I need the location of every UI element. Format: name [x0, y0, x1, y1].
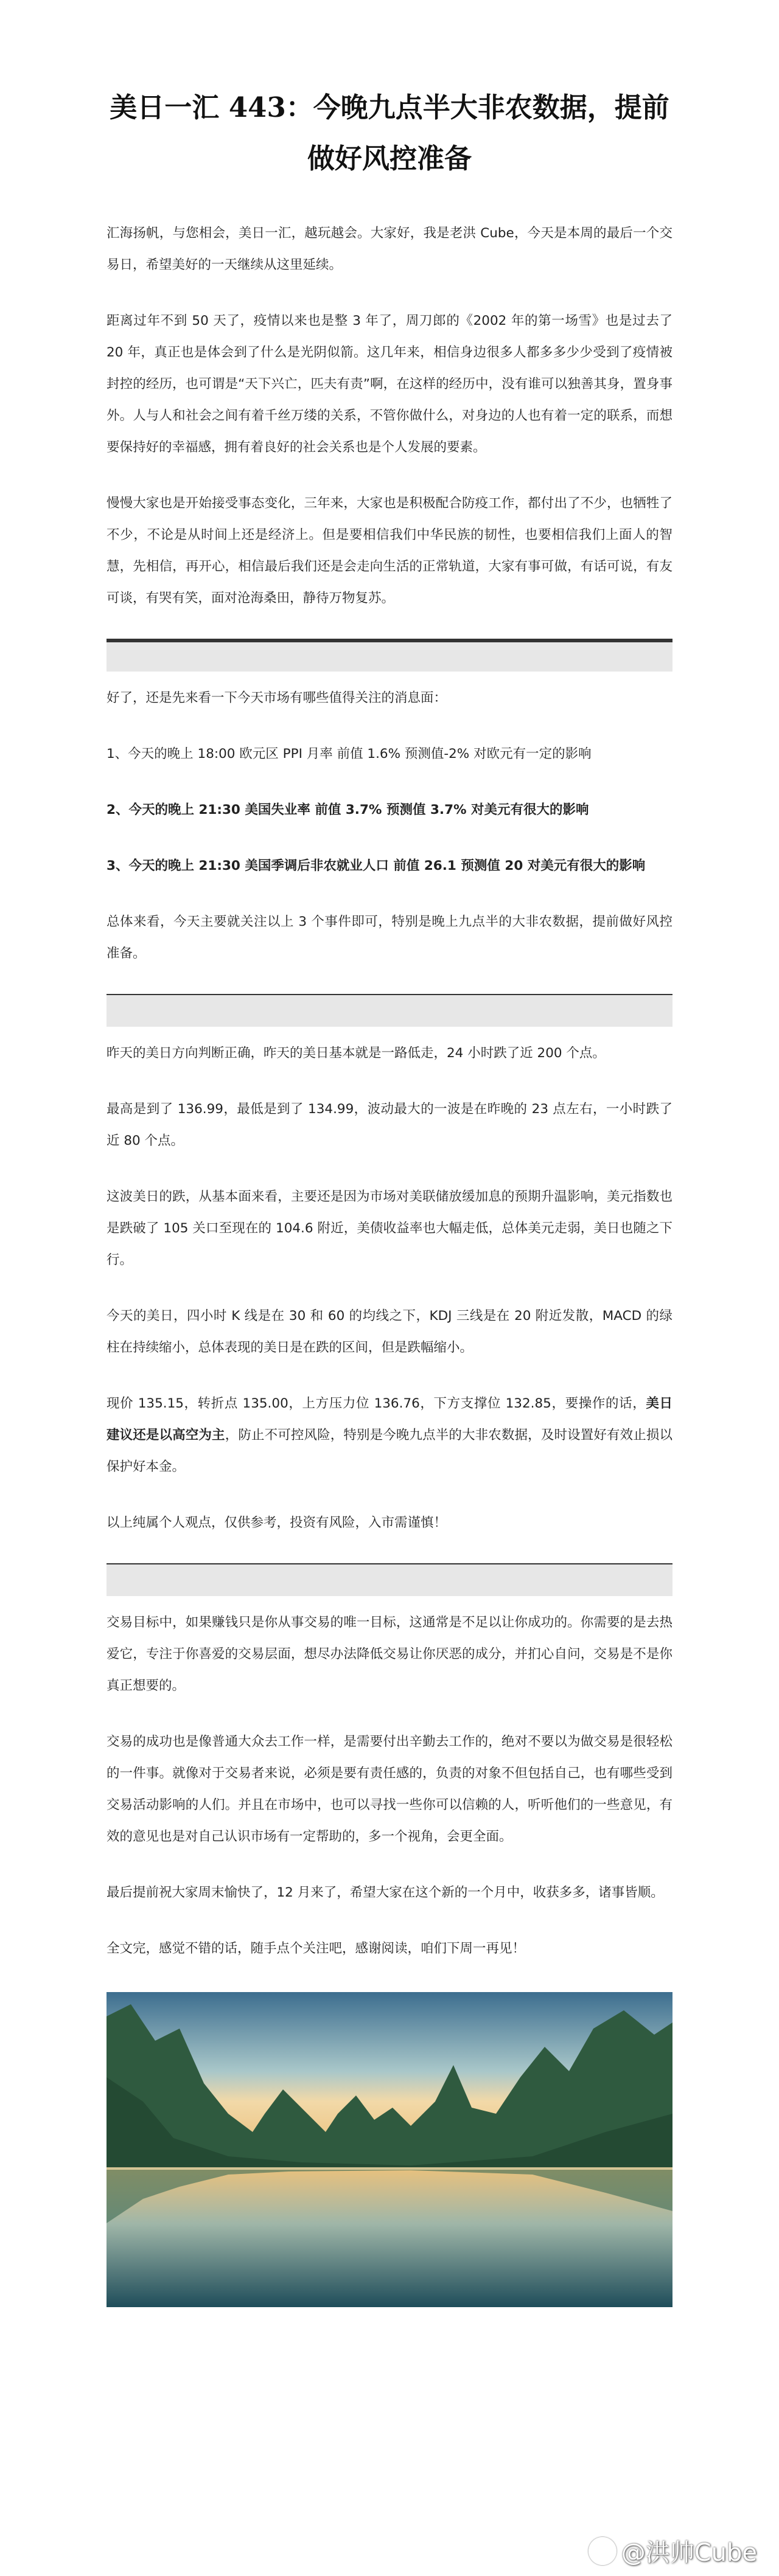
watermark	[589, 2533, 757, 2568]
weibo-logo-icon	[589, 2537, 617, 2565]
news-item-1: 1、今天的晚上 18:00 欧元区 PPI 月率 前值 1.6% 预测值-2% 对欧元有一定的影响	[107, 746, 592, 762]
watermark-text: @洪帅Cube	[621, 2539, 757, 2567]
paragraph-reason: 这波美日的跌，从基本面来看，主要还是因为市场对美联储放缓加息的预期升温影响，美元指数也是跌破了 105 关口至现在的 104.6 附近，美债收益率也大幅走低，总体美元走弱，美日也随之下行。	[107, 1189, 672, 1268]
paragraph-resilience: 慢慢大家也是开始接受事态变化，三年来，大家也是积极配合防疫工作，都付出了不少，也牺牲了不少，不论是从时间上还是经济上。但是要相信我们中华民族的韧性，也要相信我们上面人的智慧，先相信，再开心，相信最后我们还是会走向生活的正常轨道，大家有事可做，有话可说，有友可谈，有哭有笑，面对沧海桑田，静待万物复苏。	[107, 496, 672, 606]
paragraph-technical: 今天的美日，四小时 K 线是在 30 和 60 的均线之下，KDJ 三线是在 20 附近发散，MACD 的绿柱在持续缩小，总体表现的美日是在跌的区间，但是跌幅缩小。	[107, 1308, 672, 1355]
paragraph-trading-effort: 交易的成功也是像普通大众去工作一样，是需要付出辛勤去工作的，绝对不要以为做交易是很轻松的一件事。就像对于交易者来说，必须是要有责任感的，负责的对象不但包括自己，也有哪些受到交易活动影响的人们。并且在市场中，也可以寻找一些你可以信赖的人，听听他们的一些意见，有效的意见也是对自己认识市场有一定帮助的，多一个视角，会更全面。	[107, 1734, 672, 1844]
paragraph-high-low: 最高是到了 136.99，最低是到了 134.99，波动最大的一波是在昨晚的 23 点左右，一小时跌了近 80 个点。	[107, 1102, 672, 1148]
paragraph-trading-goal: 交易目标中，如果赚钱只是你从事交易的唯一目标，这通常是不足以让你成功的。你需要的是去热爱它，专注于你喜爱的交易层面，想尽办法降低交易让你厌恶的成分，并扪心自问，交易是不是你真正想要的。	[107, 1615, 672, 1693]
paragraph-price-levels	[107, 1388, 672, 1483]
price-advice: 美日建议还是以高空为主	[107, 1396, 672, 1443]
paragraph-yesterday: 昨天的美日方向判断正确，昨天的美日基本就是一路低走，24 小时跌了近 200 个点。	[107, 1046, 606, 1061]
paragraph-pandemic: 距离过年不到 50 天了，疫情以来也是整 3 年了，周刀郎的《2002 年的第一场雪》也是过去了 20 年，真正也是体会到了什么是光阴似箭。这几年来，相信身边很多人都多多少少受到了疫情被封控的经历，也可谓是“天下兴亡，匹夫有责”啊，在这样的经历中，没有谁可以独善其身，置身事外。人与人和社会之间有着千丝万缕的关系，不管你做什么，对身边的人也有着一定的联系，而想要保持好的幸福感，拥有着良好的社会关系也是个人发展的要素。	[107, 313, 672, 455]
price-risk-text: ，防止不可控风险，特别是今晚九点半的大非农数据，及时设置好有效止损以保护好本金。	[107, 1428, 672, 1474]
news-item-2: 2、今天的晚上 21:30 美国失业率 前值 3.7% 预测值 3.7% 对美元有很大的影响	[107, 802, 589, 818]
section-divider	[107, 639, 672, 672]
price-text: 现价 135.15，转折点 135.00，上方压力位 136.76，下方支撑位 132.85，要操作的话，	[107, 1396, 646, 1411]
news-summary: 总体来看，今天主要就关注以上 3 个事件即可，特别是晚上九点半的大非农数据，提前做好风控准备。	[107, 914, 672, 961]
article-title: 美日一汇 443：今晚九点半大非农数据，提前做好风控准备	[110, 91, 669, 175]
landscape-photo	[107, 1992, 672, 2307]
paragraph-closing: 全文完，感觉不错的话，随手点个关注吧，感谢阅读，咱们下周一再见！	[107, 1941, 526, 1956]
section-divider	[107, 994, 672, 1027]
news-item-3: 3、今天的晚上 21:30 美国季调后非农就业人口 前值 26.1 预测值 20 对美元有很大的影响	[107, 858, 646, 873]
news-intro: 好了，还是先来看一下今天市场有哪些值得关注的消息面：	[107, 690, 447, 706]
section-divider	[107, 1563, 672, 1596]
article	[107, 82, 672, 2307]
paragraph-wishes: 最后提前祝大家周末愉快了，12 月来了，希望大家在这个新的一个月中，收获多多，诸事皆顺。	[107, 1885, 664, 1900]
disclaimer: 以上纯属个人观点，仅供参考，投资有风险，入市需谨慎！	[107, 1515, 447, 1530]
intro-paragraph: 汇海扬帆，与您相会，美日一汇，越玩越会。大家好，我是老洪 Cube，今天是本周的最后一个交易日，希望美好的一天继续从这里延续。	[107, 226, 672, 273]
